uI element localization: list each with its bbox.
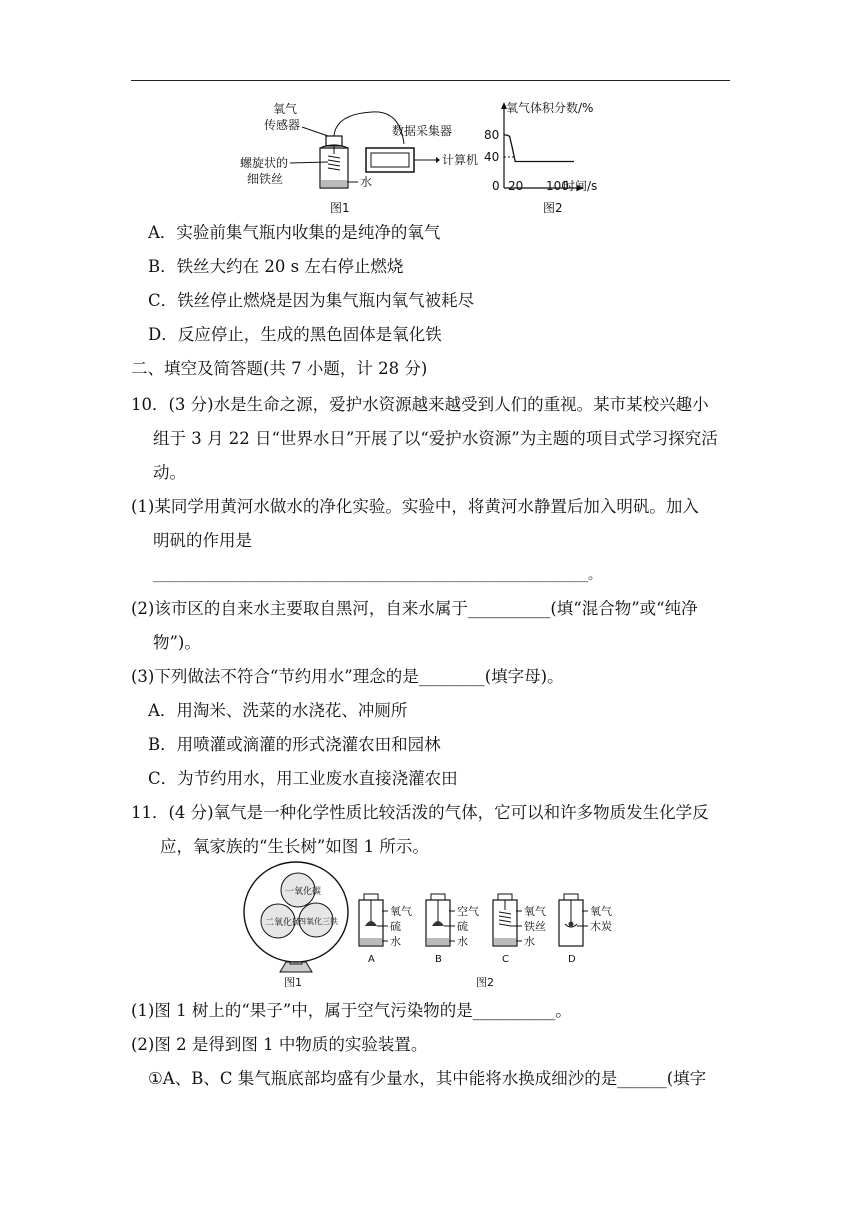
graph-ytick-40: 40 xyxy=(484,150,500,164)
bottle-b-label-2: 硫 xyxy=(457,920,468,933)
q10-line2: 组于 3 月 22 日“世界水日”开展了以“爱护水资源”为主题的项目式学习探究活 xyxy=(153,429,718,448)
fruit-label-1: 一氧化碳 xyxy=(285,887,322,897)
graph-ytick-80: 80 xyxy=(484,128,500,142)
bottle-d-label-1: 氧气 xyxy=(590,905,612,918)
fig2-caption-top: 图2 xyxy=(543,201,563,215)
bottle-c-label-1: 氧气 xyxy=(524,905,546,918)
data-collector-box xyxy=(366,148,414,172)
q10-option-b: B．用喷灌或滴灌的形式浇灌农田和园林 xyxy=(148,735,441,754)
bottle-a xyxy=(359,894,412,965)
graph-xtick-100: 100 xyxy=(546,179,569,193)
q11-line1: 11．(4 分)氧气是一种化学性质比较活泼的气体，它可以和许多物质发生化学反 xyxy=(131,803,709,822)
graph-oxygen-curve xyxy=(504,135,574,162)
label-iron-wire-1: 螺旋状的 xyxy=(240,156,289,170)
graph-xlabel: 时间/s xyxy=(563,179,598,193)
top-rule xyxy=(131,80,730,81)
bottle-c-letter: C xyxy=(502,954,509,965)
q11-part1: (1)图 1 树上的“果子”中，属于空气污染物的是__________。 xyxy=(131,1001,572,1020)
q9-option-c: C．铁丝停止燃烧是因为集气瓶内氧气被耗尽 xyxy=(148,291,475,310)
bottle-a-label-2: 硫 xyxy=(390,920,401,933)
graph-xtick-20: 20 xyxy=(508,179,524,193)
bottle-c xyxy=(493,894,546,965)
bottle-b-label-3: 水 xyxy=(457,935,468,948)
graph-oxygen-fraction xyxy=(484,100,597,215)
label-oxygen-sensor-1: 氧气 xyxy=(273,102,298,116)
q9-option-a: A．实验前集气瓶内收集的是纯净的氧气 xyxy=(148,223,441,242)
bottle-d-letter: D xyxy=(568,954,576,965)
q10-part3: (3)下列做法不符合“节约用水”理念的是________(填字母)。 xyxy=(131,667,564,686)
bottle-b-letter: B xyxy=(435,954,442,965)
q9-option-b: B．铁丝大约在 20 s 左右停止燃烧 xyxy=(148,257,404,276)
bottle-b xyxy=(426,894,479,965)
growth-tree xyxy=(244,862,348,972)
q10-part1-line1: (1)某同学用黄河水做水的净化实验。实验中，将黄河水静置后加入明矾。加入 xyxy=(131,497,699,516)
figure-oxygen-sensor xyxy=(240,96,620,218)
fruit-label-2: 二氧化硫 xyxy=(265,918,302,928)
q10-line1: 10．(3 分)水是生命之源，爱护水资源越来越受到人们的重视。某市某校兴趣小 xyxy=(131,395,709,414)
bottle-a-label-1: 氧气 xyxy=(390,905,412,918)
q10-part1-answer-blank[interactable]: ________________________________________________________________。 xyxy=(153,567,602,583)
q10-part2-line2: 物”)。 xyxy=(153,633,201,652)
q10-part1-line2: 明矾的作用是 xyxy=(153,531,252,550)
fruit-label-3: 四氧化三铁 xyxy=(298,917,338,926)
q10-option-a: A．用淘米、洗菜的水浇花、冲厕所 xyxy=(148,701,408,720)
bottles-fig2-caption: 图2 xyxy=(476,976,494,989)
q11-line2: 应，氧家族的“生长树”如图 1 所示。 xyxy=(160,837,429,856)
fig1-caption-top: 图1 xyxy=(330,201,350,215)
section2-heading: 二、填空及简答题(共 7 小题，计 28 分) xyxy=(131,359,428,378)
bottle-a-letter: A xyxy=(368,954,375,965)
q10-line3: 动。 xyxy=(153,463,186,482)
graph-origin: 0 xyxy=(492,179,500,193)
label-data-collector: 数据采集器 xyxy=(392,124,453,138)
bottle-a-label-3: 水 xyxy=(390,935,401,948)
q10-option-c: C．为节约用水，用工业废水直接浇灌农田 xyxy=(148,769,458,788)
q11-part2-sub1: ①A、B、C 集气瓶底部均盛有少量水，其中能将水换成细沙的是______(填字 xyxy=(148,1069,707,1088)
q11-part2: (2)图 2 是得到图 1 中物质的实验装置。 xyxy=(131,1035,428,1054)
label-water-top: 水 xyxy=(360,175,373,189)
tree-fig1-caption: 图1 xyxy=(284,976,302,989)
q9-option-d: D．反应停止，生成的黑色固体是氧化铁 xyxy=(148,325,442,344)
label-iron-wire-2: 细铁丝 xyxy=(247,172,284,186)
label-computer: 计算机 xyxy=(442,153,479,167)
bottle-c-label-2: 铁丝 xyxy=(524,920,546,933)
bottle-b-label-1: 空气 xyxy=(457,905,479,918)
figure-oxygen-tree xyxy=(240,860,650,990)
graph-ylabel: 氧气体积分数/% xyxy=(506,101,594,115)
bottle-d xyxy=(559,894,612,965)
q10-part2-line1: (2)该市区的自来水主要取自黑河，自来水属于__________(填“混合物”或“纯净 xyxy=(131,599,698,618)
bottle-c-label-3: 水 xyxy=(524,935,535,948)
bottle-d-label-2: 木炭 xyxy=(590,920,612,933)
label-oxygen-sensor-2: 传感器 xyxy=(264,118,301,132)
